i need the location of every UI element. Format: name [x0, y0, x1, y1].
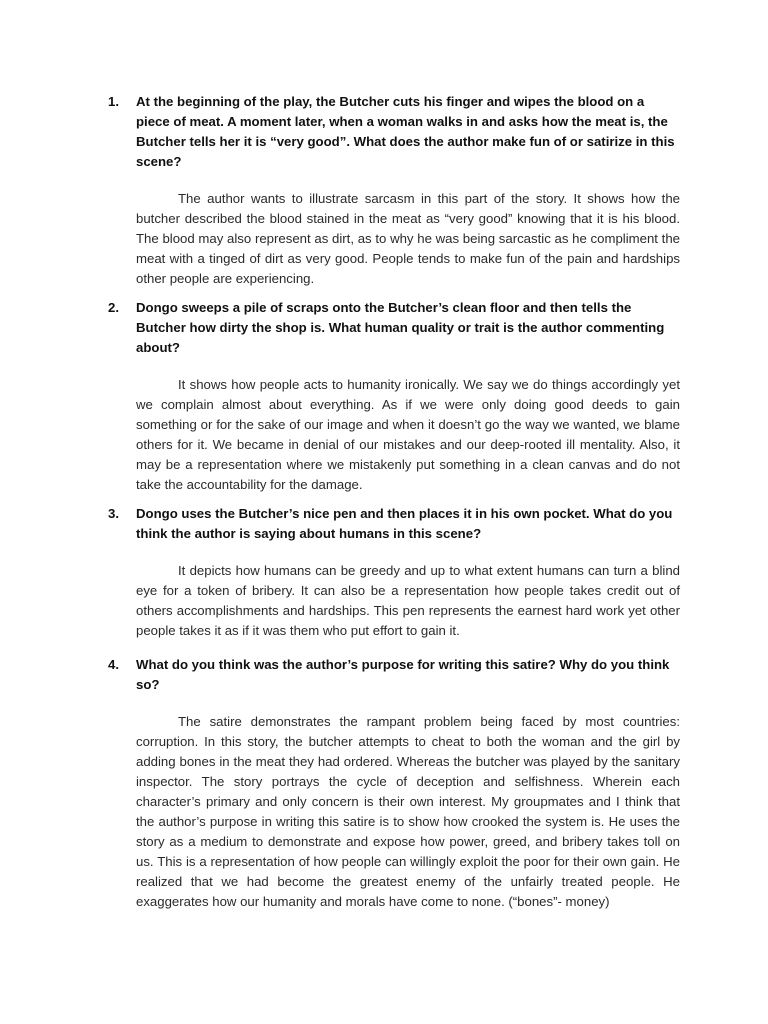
question-block-4 — [108, 655, 680, 912]
question-number: 3. — [108, 506, 119, 521]
answer-2: It shows how people acts to humanity ironically. We say we do things accordingly yet we complain almost about everything. As if we were only doing good deeds to gain something or for the sake of our image and when it doesn’t go the way we wanted, we blame others for it. We became in denial of our mistakes and our deep-rooted ill mentality. Also, it may be a representation where we mistakenly put something in a clean canvas and do not take the accountability for the damage. — [136, 377, 680, 492]
question-text: At the beginning of the play, the Butcher cuts his finger and wipes the blood on a piece of meat. A moment later, when a woman walks in and asks how the meat is, the Butcher tells her it is “very good”. What does the author make fun of or satirize in this scene? — [136, 94, 675, 169]
question-text: What do you think was the author’s purpose for writing this satire? Why do you think so? — [136, 657, 670, 692]
question-block-3 — [108, 504, 680, 641]
answer-4: The satire demonstrates the rampant problem being faced by most countries: corruption. In this story, the butcher attempts to cheat to both the woman and the girl by adding bones in the meat they had ordered. Whereas the butcher was played by the sanitary inspector. The story portrays the cycle of deception and selfishness. Wherein each character’s primary and only concern is their own interest. My groupmates and I think that the author’s purpose in writing this satire is to show how crooked the system is. He uses the story as a medium to demonstrate and expose how power, greed, and bribery takes toll on us. This is a representation of how people can willingly exploit the poor for their own gain. He realized that we had become the greatest enemy of the unfairly treated people. He exaggerates how our humanity and morals have come to none. (“bones”- money) — [136, 714, 680, 909]
question-text: Dongo sweeps a pile of scraps onto the Butcher’s clean floor and then tells the Butcher how dirty the shop is. What human quality or trait is the author commenting about? — [136, 300, 665, 355]
question-1 — [108, 92, 680, 172]
question-number: 1. — [108, 94, 119, 109]
question-number: 4. — [108, 657, 119, 672]
question-4 — [108, 655, 680, 695]
question-3 — [108, 504, 680, 544]
question-block-2 — [108, 298, 680, 495]
question-block-1 — [108, 92, 680, 289]
answer-3: It depicts how humans can be greedy and up to what extent humans can turn a blind eye for a token of bribery. It can also be a representation how people takes credit out of others accomplishments and hardships. This pen represents the earnest hard work yet other people takes it as if it was them who put effort to gain it. — [136, 563, 680, 638]
question-2 — [108, 298, 680, 358]
question-number: 2. — [108, 300, 119, 315]
question-text: Dongo uses the Butcher’s nice pen and then places it in his own pocket. What do you think the author is saying about humans in this scene? — [136, 506, 673, 541]
answer-1: The author wants to illustrate sarcasm in this part of the story. It shows how the butcher described the blood stained in the meat as “very good” knowing that it is his blood. The blood may also represent as dirt, as to why he was being sarcastic as he compliment the meat with a tinged of dirt as very good. People tends to make fun of the pain and hardships other people are experiencing. — [136, 191, 680, 286]
